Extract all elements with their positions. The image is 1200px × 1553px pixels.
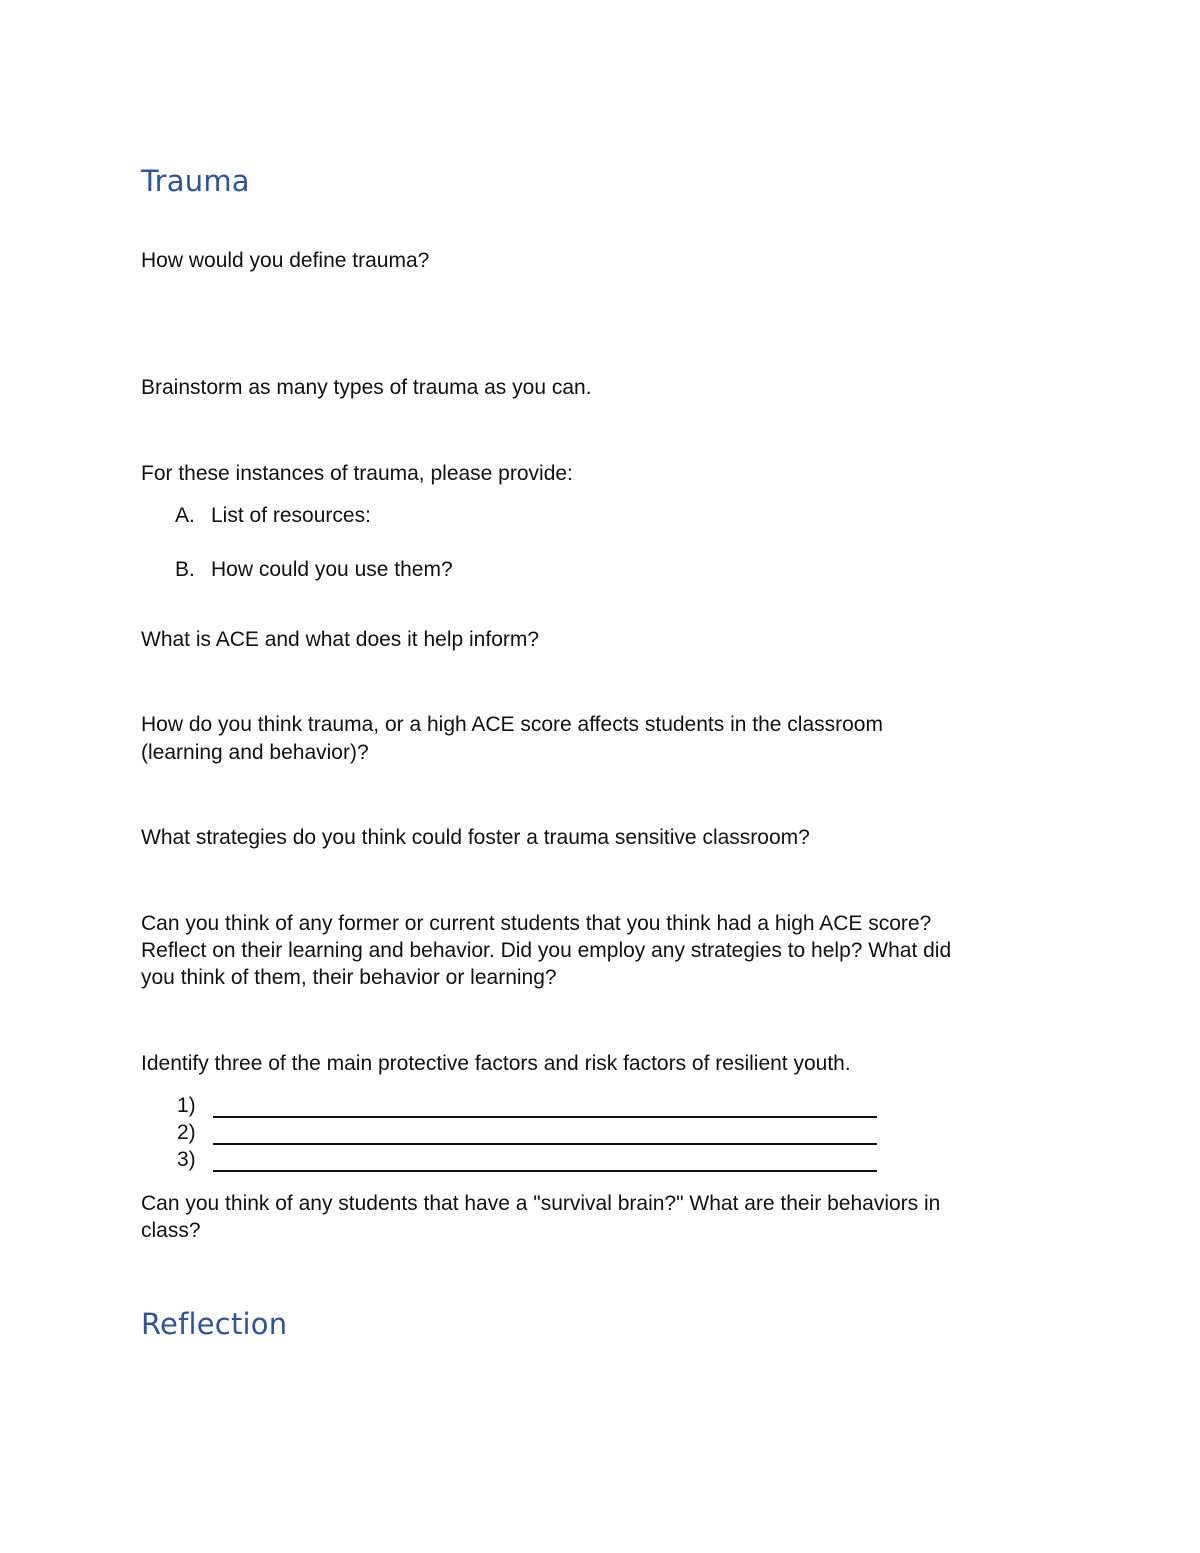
- blank-line-row-3: [177, 1146, 877, 1173]
- question-define-trauma: How would you define trauma?: [141, 249, 430, 272]
- blank-marker-2: 2): [177, 1121, 196, 1144]
- list-marker-a: A.: [175, 504, 195, 527]
- question-survival-brain-line-1: Can you think of any students that have a "survival brain?" What are their behaviors in: [141, 1192, 941, 1215]
- question-students-ace-line-1: Can you think of any former or current students that you think had a high ACE score?: [141, 912, 932, 935]
- fill-in-blank-3[interactable]: [213, 1169, 877, 1172]
- fill-in-blank-2[interactable]: [213, 1142, 877, 1145]
- list-item-a: [175, 502, 371, 529]
- question-instances-provide: For these instances of trauma, please provide:: [141, 462, 573, 485]
- question-what-is-ace: What is ACE and what does it help inform?: [141, 628, 540, 651]
- section-heading-reflection: Reflection: [141, 1307, 288, 1341]
- fill-in-blank-1[interactable]: [213, 1115, 877, 1118]
- list-text-resources: List of resources:: [211, 504, 371, 527]
- list-marker-b: B.: [175, 558, 195, 581]
- question-strategies: What strategies do you think could foster a trauma sensitive classroom?: [141, 826, 810, 849]
- question-trauma-affects-line-2: (learning and behavior)?: [141, 741, 369, 764]
- blank-line-row-1: [177, 1092, 877, 1119]
- question-trauma-affects-line-1: How do you think trauma, or a high ACE score affects students in the classroom: [141, 713, 883, 736]
- blank-marker-1: 1): [177, 1094, 196, 1117]
- list-item-b: [175, 556, 453, 583]
- question-survival-brain-line-2: class?: [141, 1219, 201, 1242]
- question-students-ace-line-2: Reflect on their learning and behavior. Did you employ any strategies to help? What did: [141, 939, 952, 962]
- question-protective-factors: Identify three of the main protective factors and risk factors of resilient youth.: [141, 1052, 851, 1075]
- list-text-use-them: How could you use them?: [211, 558, 453, 581]
- section-heading-trauma: Trauma: [141, 164, 250, 198]
- question-students-ace-line-3: you think of them, their behavior or learning?: [141, 966, 557, 989]
- blank-marker-3: 3): [177, 1148, 196, 1171]
- blank-line-row-2: [177, 1119, 877, 1146]
- question-brainstorm-types: Brainstorm as many types of trauma as you can.: [141, 376, 592, 399]
